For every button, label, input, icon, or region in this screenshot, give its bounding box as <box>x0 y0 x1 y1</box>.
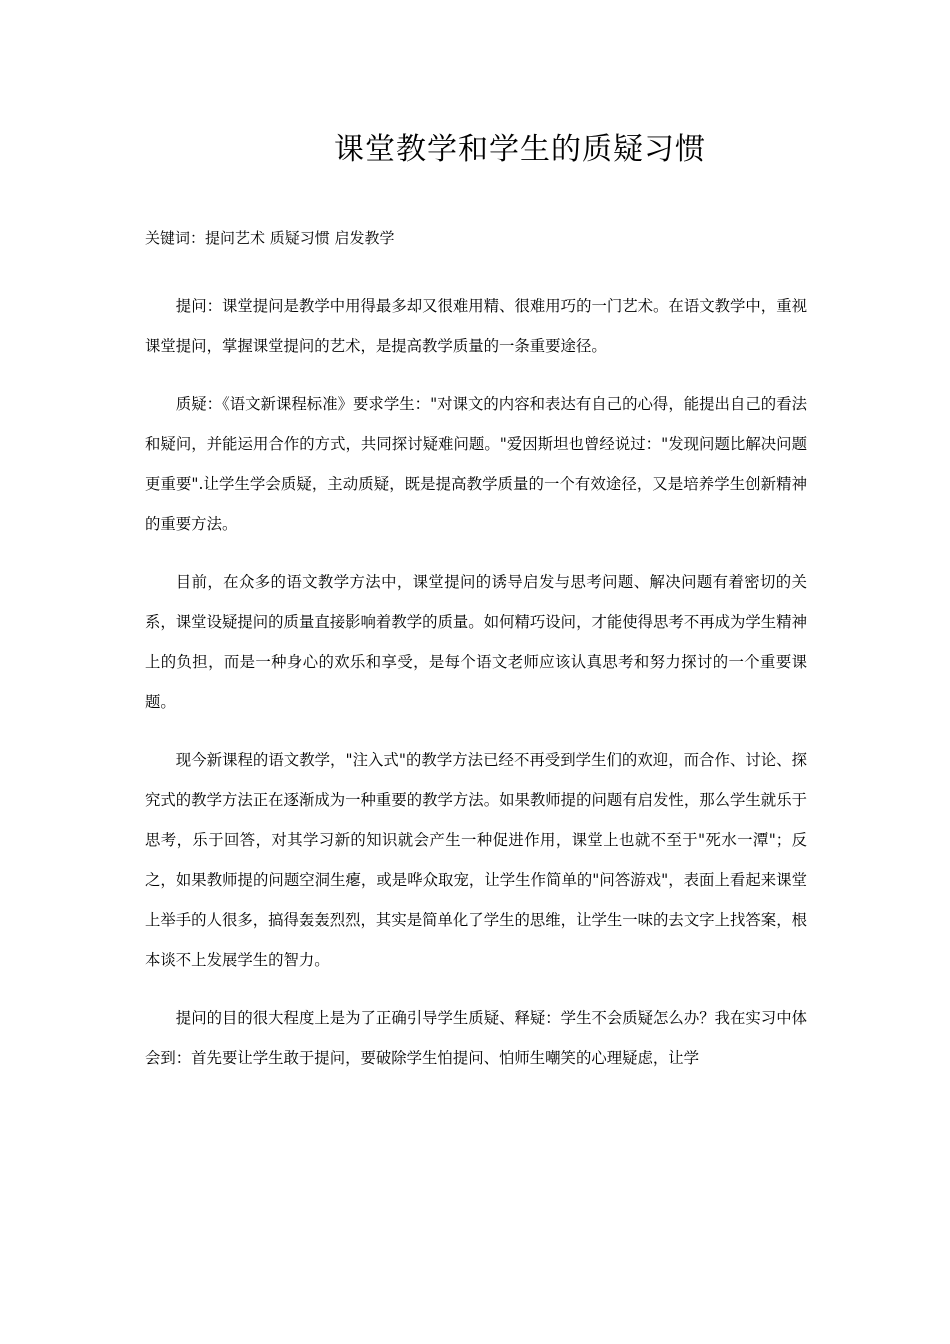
paragraph-questioning: 提问：课堂提问是教学中用得最多却又很难用精、很难用巧的一门艺术。在语文教学中，重视课堂提问，掌握课堂提问的艺术，是提高教学质量的一条重要途径。 <box>145 297 807 355</box>
paragraph-doubting: 质疑：《语文新课程标准》要求学生："对课文的内容和表达有自己的心得，能提出自己的看法和疑问，并能运用合作的方式，共同探讨疑难问题。"爱因斯坦也曾经说过："发现问题比解决问题更重要".让学生学会质疑，主动质疑，既是提高教学质量的一个有效途径，又是培养学生创新精神的重要方法。 <box>145 395 807 533</box>
paragraph-current-methods: 目前，在众多的语文教学方法中，课堂提问的诱导启发与思考问题、解决问题有着密切的关系，课堂设疑提问的质量直接影响着教学的质量。如何精巧设问，才能使得思考不再成为学生精神上的负担，而是一种身心的欢乐和享受，是每个语文老师应该认真思考和努力探讨的一个重要课题。 <box>145 573 807 711</box>
document-title: 课堂教学和学生的质疑习惯 <box>334 132 706 167</box>
document-body <box>145 286 807 1096</box>
paragraph-purpose: 提问的目的很大程度上是为了正确引导学生质疑、释疑：学生不会质疑怎么办？我在实习中体会到：首先要让学生敢于提问，要破除学生怕提问、怕师生嘲笑的心理疑虑，让学 <box>145 1009 807 1067</box>
keywords-line: 关键词：提问艺术 质疑习惯 启发教学 <box>145 229 395 247</box>
paragraph-new-curriculum: 现今新课程的语文教学，"注入式"的教学方法已经不再受到学生们的欢迎，而合作、讨论、探究式的教学方法正在逐渐成为一种重要的教学方法。如果教师提的问题有启发性，那么学生就乐于思考，乐于回答，对其学习新的知识就会产生一种促进作用，课堂上也就不至于"死水一潭"；反之，如果教师提的问题空洞生瘪，或是哗众取宠，让学生作简单的"问答游戏"，表面上看起来课堂上举手的人很多，搞得轰轰烈烈，其实是简单化了学生的思维，让学生一味的去文字上找答案，根本谈不上发展学生的智力。 <box>145 751 807 969</box>
